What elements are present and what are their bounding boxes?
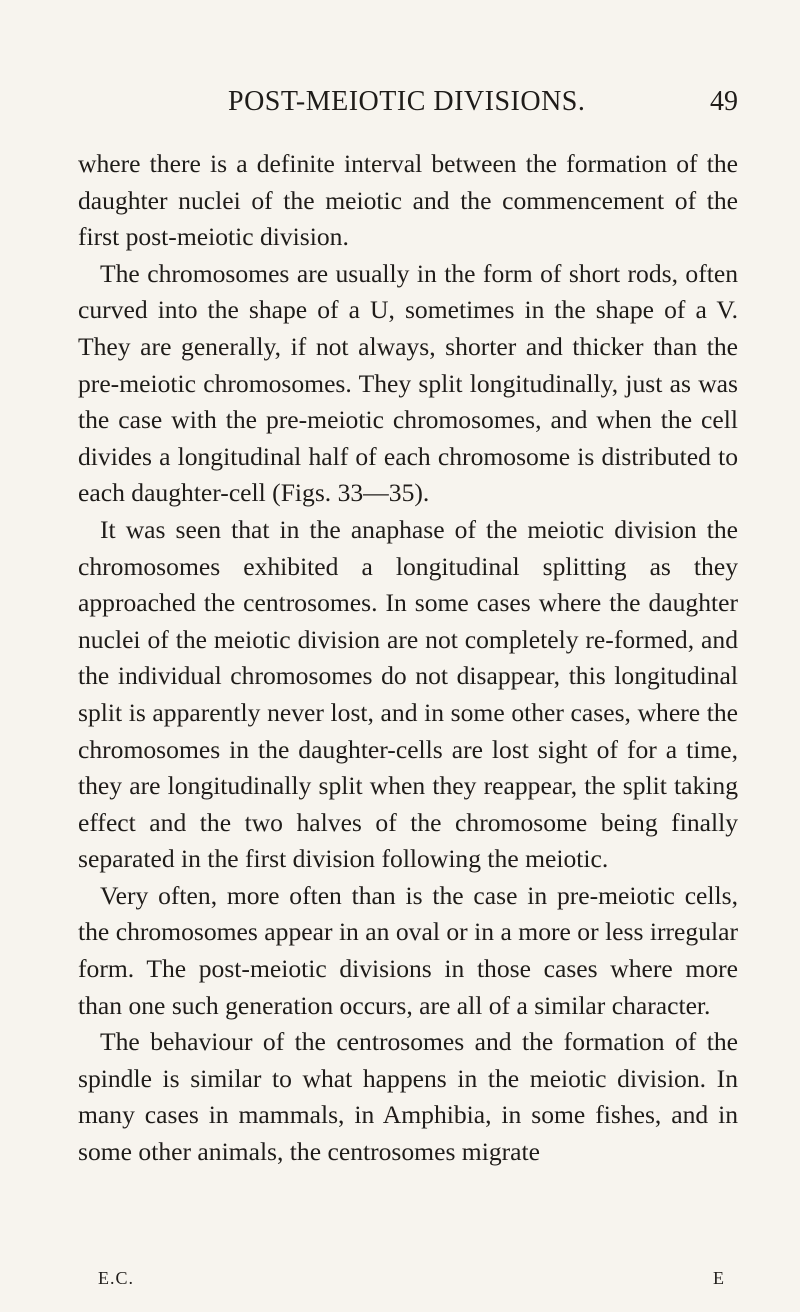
paragraph-irregular-form: Very often, more often than is the case in pre-meiotic cells, the chromosomes appear in an oval or in a more or less irregular form. The post-meiotic divisions in those cases where more than one such generation occurs, are all of a similar character. [78,880,738,1020]
paragraph-chromosome-shape: The chromosomes are usually in the form of short rods, often curved into the shape of a U, sometimes in the shape of a V. They are generally, if not always, shorter and thicker than the pre-meiotic chromosomes. They split longitudinally, just as was the case with the pre-meiotic chromosomes, and when the cell divides a longitudinal half of each chromosome is distributed to each daughter-cell (Figs. 33—35). [78,258,738,508]
paragraph-longitudinal-split: It was seen that in the anaphase of the meiotic division the chromosomes exhibited a longitudinal splitting as they approached the centrosomes. In some cases where the daughter nuclei of the meiotic division are not completely re-formed, and the individual chromosomes do not disappear, this longitudinal split is apparently never lost, and in some other cases, where the chromosomes in the daughter-cells are lost sight of for a time, they are longitudinally split when they reappear, the split taking effect and the two halves of the chromosome being finally separated in the first division following the meiotic. [78,514,738,874]
body-text [78,146,738,1171]
signature-letter: E [713,1268,724,1288]
running-title: POST-MEIOTIC DIVISIONS. [228,86,586,117]
signature-mark: E.C. [98,1268,135,1288]
running-head [228,86,738,122]
page-number: 49 [710,86,738,117]
paragraph-continued: where there is a definite interval between the formation of the daughter nuclei of the meiotic and the commencement of the first post-meiotic division. [78,149,738,252]
paragraph-centrosomes: The behaviour of the centrosomes and the formation of the spindle is similar to what happens in the meiotic division. In many cases in mammals, in Amphibia, in some fishes, and in some other animals, the centrosomes migrate [78,1027,738,1167]
